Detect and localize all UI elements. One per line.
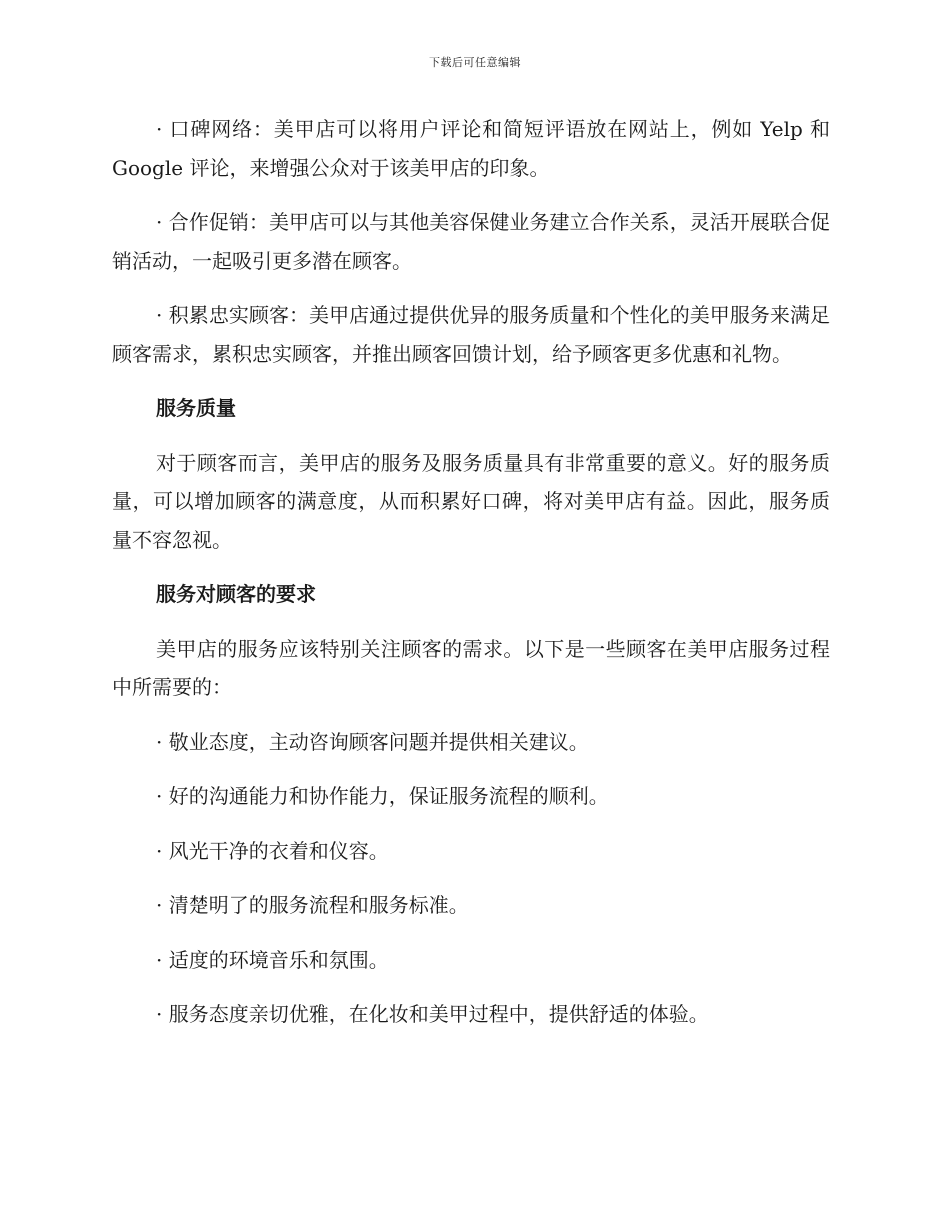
list-item: · 风光干净的衣着和仪容。 xyxy=(156,838,389,863)
paragraph-word-of-mouth: · 口碑网络：美甲店可以将用户评论和简短评语放在网站上，例如 Yelp 和 Google 评论，来增强公众对于该美甲店的印象。 xyxy=(112,117,830,180)
heading-service-quality: 服务质量 xyxy=(156,396,236,420)
list-item: · 敬业态度，主动咨询顾客问题并提供相关建议。 xyxy=(156,729,589,754)
heading-service-requirements: 服务对顾客的要求 xyxy=(156,582,316,606)
paragraph-service-quality: 对于顾客而言，美甲店的服务及服务质量具有非常重要的意义。好的服务质量，可以增加顾客的满意度，从而积累好口碑，将对美甲店有益。因此，服务质量不容忽视。 xyxy=(112,450,830,552)
paragraph-service-requirements: 美甲店的服务应该特别关注顾客的需求。以下是一些顾客在美甲店服务过程中所需要的： xyxy=(112,636,830,699)
document-body xyxy=(112,110,830,1034)
list-item: · 清楚明了的服务流程和服务标准。 xyxy=(156,893,469,917)
page-header-note: 下载后可任意编辑 xyxy=(429,56,521,69)
list-item: · 好的沟通能力和协作能力，保证服务流程的顺利。 xyxy=(156,784,609,808)
paragraph-cooperative-promotion: · 合作促销：美甲店可以与其他美容保健业务建立合作关系，灵活开展联合促销活动，一起吸引更多潜在顾客。 xyxy=(112,210,830,273)
list-item: · 服务态度亲切优雅，在化妆和美甲过程中，提供舒适的体验。 xyxy=(156,1002,709,1026)
paragraph-loyal-customers: · 积累忠实顾客：美甲店通过提供优异的服务质量和个性化的美甲服务来满足顾客需求，累积忠实顾客，并推出顾客回馈计划，给予顾客更多优惠和礼物。 xyxy=(112,303,830,366)
list-item: · 适度的环境音乐和氛围。 xyxy=(156,947,389,972)
